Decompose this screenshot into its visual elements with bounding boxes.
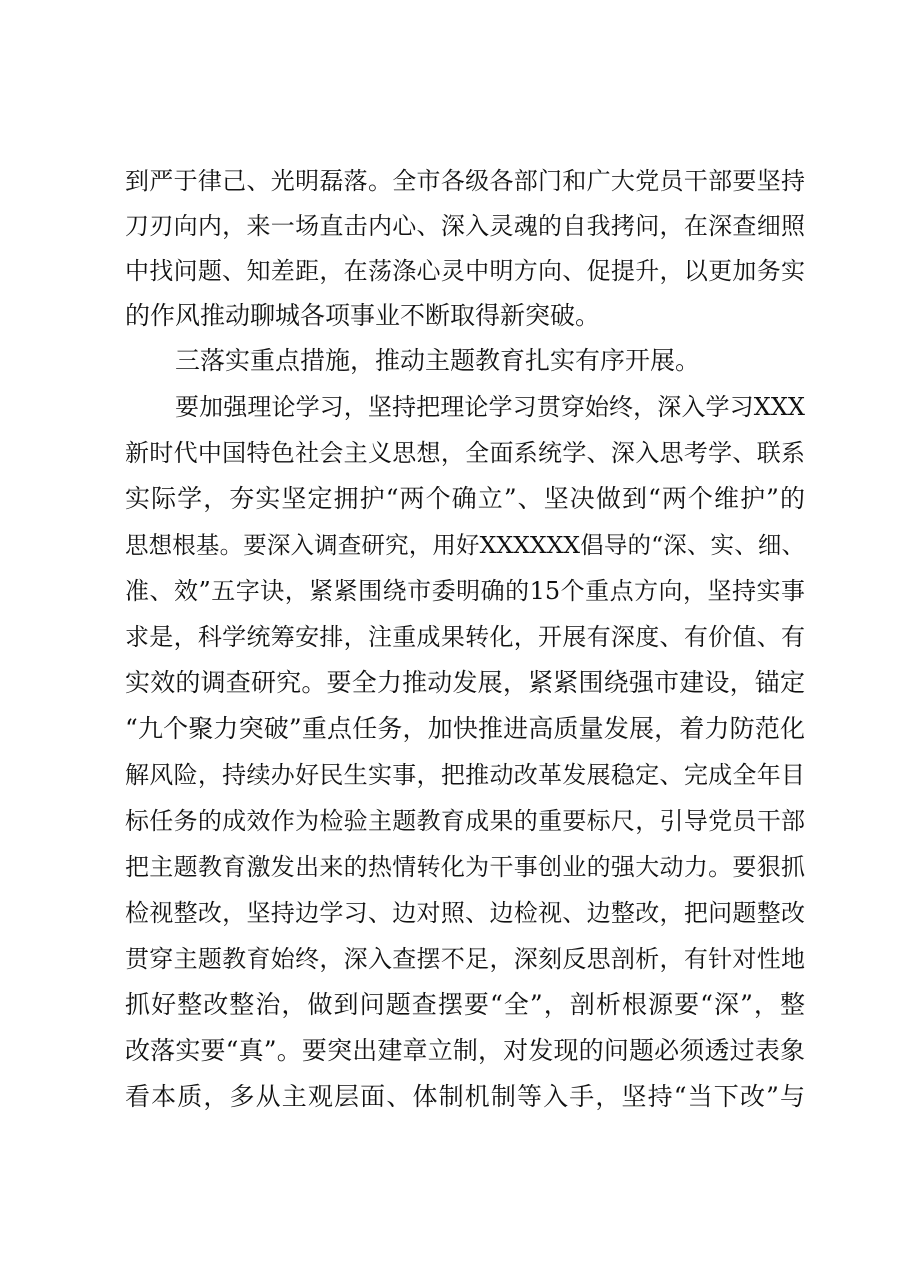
text-line: 的作风推动聊城各项事业不断取得新突破。 — [125, 301, 601, 330]
text-line: “九个聚力突破”重点任务，加快推进高质量发展，着力防范化 — [125, 714, 805, 743]
text-line: 到严于律己、光明磊落。全市各级各部门和广大党员干部要坚持 — [125, 167, 805, 195]
text-line: 新时代中国特色社会主义思想，全面系统学、深入思考学、联系 — [125, 439, 805, 467]
text-line: 思想根基。要深入调查研究，用好XXXXXX倡导的“深、实、细、 — [125, 531, 805, 559]
text-line: 检视整改，坚持边学习、边对照、边检视、边整改，把问题整改 — [125, 899, 805, 927]
text-line: 中找问题、知差距，在荡涤心灵中明方向、促提升，以更加务实 — [125, 257, 805, 285]
text-line: 改落实要“真”。要突出建章立制，对发现的问题必须透过表象 — [125, 1036, 805, 1065]
text-line: 求是，科学统筹安排，注重成果转化，开展有深度、有价值、有 — [125, 623, 805, 651]
section-heading: 三落实重点措施，推动主题教育扎实有序开展。 — [175, 346, 701, 375]
text-line: 解风险，持续办好民生实事，把推动改革发展稳定、完成全年目 — [125, 761, 805, 789]
paragraph-first-line: 要加强理论学习，坚持把理论学习贯穿始终，深入学习XXX — [175, 393, 805, 421]
text-line: 刀刃向内，来一场直击内心、深入灵魂的自我拷问，在深查细照 — [125, 212, 805, 240]
text-line: 实际学，夯实坚定拥护“两个确立”、坚决做到“两个维护”的 — [125, 484, 805, 513]
text-line: 实效的调查研究。要全力推动发展，紧紧围绕强市建设，锚定 — [125, 668, 805, 697]
text-line: 准、效”五字诀，紧紧围绕市委明确的15个重点方向，坚持实事 — [125, 577, 805, 605]
text-line: 抓好整改整治，做到问题查摆要“全”，剖析根源要“深”，整 — [125, 990, 805, 1019]
text-line: 贯穿主题教育始终，深入查摆不足，深刻反思剖析，有针对性地 — [125, 945, 805, 973]
text-line: 把主题教育激发出来的热情转化为干事创业的强大动力。要狠抓 — [125, 853, 805, 881]
text-line: 标任务的成效作为检验主题教育成果的重要标尺，引导党员干部 — [125, 807, 805, 835]
text-line: 看本质，多从主观层面、体制机制等入手，坚持“当下改”与 — [125, 1082, 805, 1111]
